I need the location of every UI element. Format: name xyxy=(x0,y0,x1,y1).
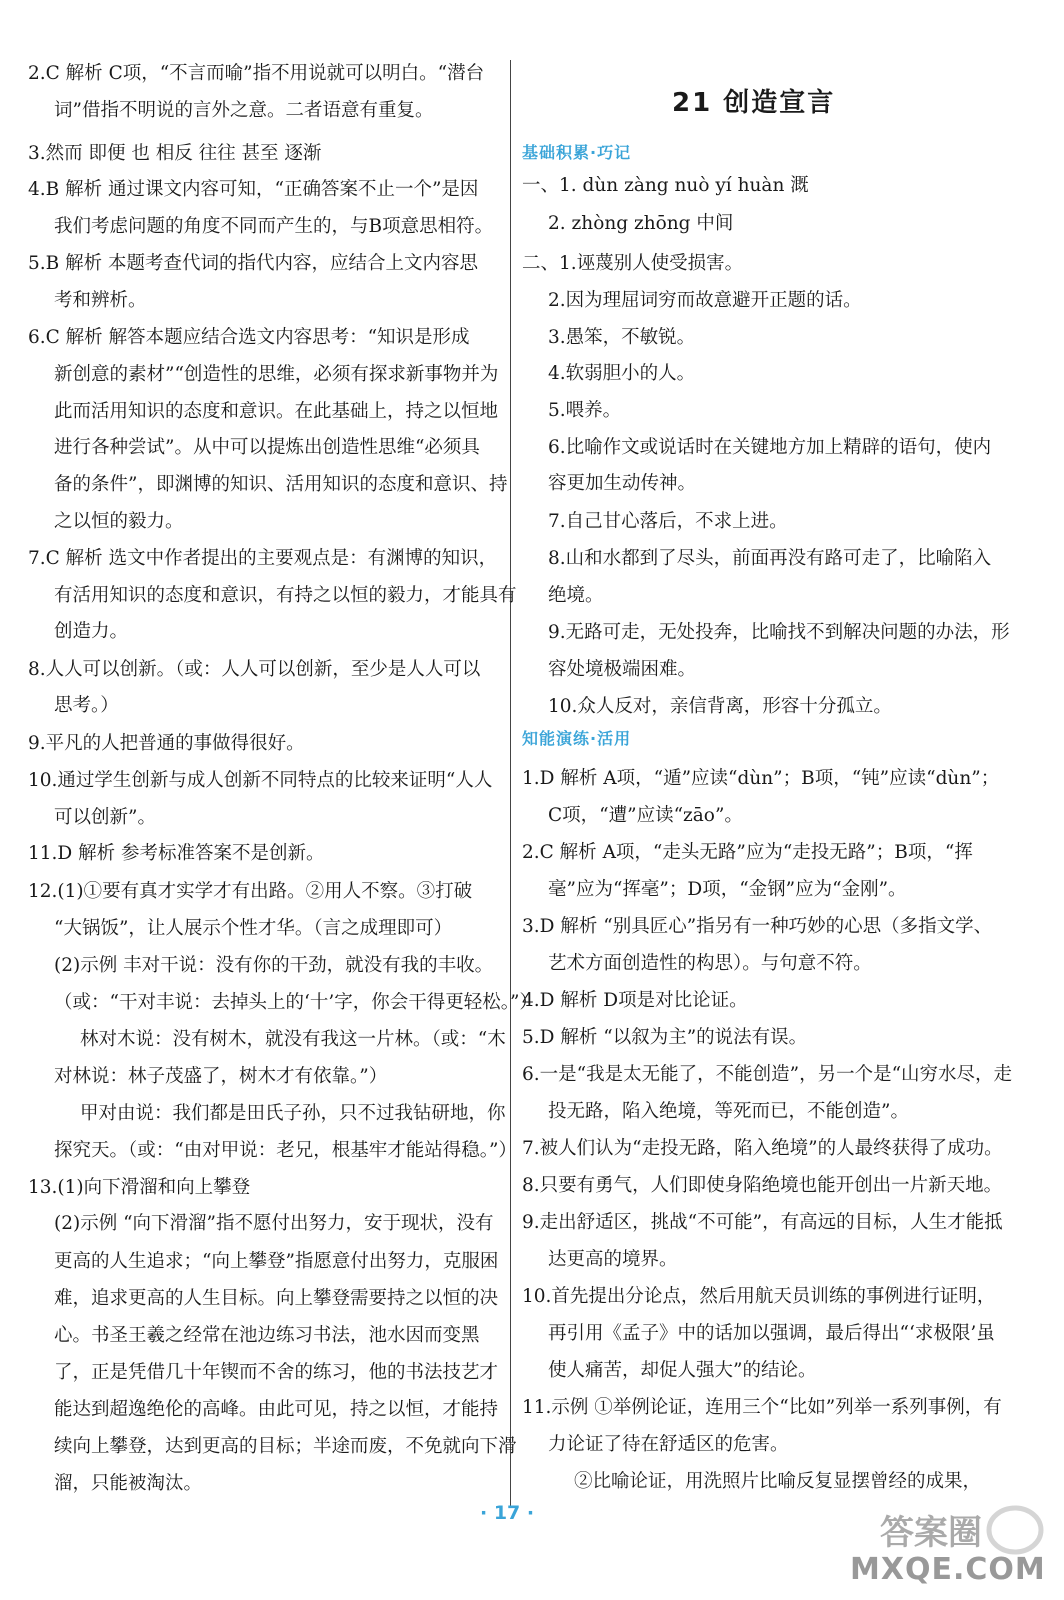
answer-line: 2. zhòng zhōng 中间 xyxy=(548,213,734,234)
answer-line: 4.D 解析 D项是对比论证。 xyxy=(522,990,748,1011)
answer-line: 更高的人生追求；“向上攀登”指愿意付出努力，克服困 xyxy=(54,1251,499,1272)
answer-line: 10.首先提出分论点，然后用航天员训练的事例进行证明， xyxy=(522,1286,996,1307)
answer-line: 6.比喻作文或说话时在关键地方加上精辟的语句，使内 xyxy=(548,437,992,458)
answer-line: 我们考虑问题的角度不同而产生的，与B项意思相符。 xyxy=(54,216,494,237)
answer-line: 有活用知识的态度和意识，有持之以恒的毅力，才能具有 xyxy=(54,585,517,606)
answer-line: (2)示例 丰对干说：没有你的干劲，就没有我的丰收。 xyxy=(54,955,494,976)
answer-line: 考和辨析。 xyxy=(54,290,147,311)
answer-line: 一、1. dùn zàng nuò yí huàn 溉 xyxy=(522,175,809,196)
answer-line: 8.只要有勇气，人们即使身陷绝境也能开创出一片新天地。 xyxy=(522,1175,1003,1196)
answer-line: 续向上攀登，达到更高的目标；半途而废，不免就向下滑 xyxy=(54,1436,517,1457)
answer-line: 2.C 解析 A项，“走头无路”应为“走投无路”；B项，“挥 xyxy=(522,842,973,863)
answer-line: 此而活用知识的态度和意识。在此基础上，持之以恒地 xyxy=(54,401,499,422)
answer-line: 创造力。 xyxy=(54,621,129,642)
watermark-url: MXQE.COM xyxy=(850,1552,1046,1587)
section-heading-practice: 知能演练·活用 xyxy=(522,729,632,748)
answer-line: 1.D 解析 A项，“遁”应读“dùn”；B项，“钝”应读“dùn”； xyxy=(522,768,1000,789)
answer-line: 9.平凡的人把普通的事做得很好。 xyxy=(28,733,305,754)
answer-line: 9.无路可走，无处投奔，比喻找不到解决问题的办法，形 xyxy=(548,622,1010,643)
answer-line: 探究天。（或：“由对甲说：老兄，根基牢才能站得稳。”） xyxy=(54,1140,517,1161)
lesson-title: 21 创造宣言 xyxy=(672,88,836,118)
answer-line: 对林说：林子茂盛了，树木才有依靠。”） xyxy=(54,1066,388,1087)
answer-line: 难，追求更高的人生目标。向上攀登需要持之以恒的决 xyxy=(54,1288,499,1309)
answer-line: 10.通过学生创新与成人创新不同特点的比较来证明“人人 xyxy=(28,770,493,791)
answer-line: 6.C 解析 解答本题应结合选文内容思考：“知识是形成 xyxy=(28,327,470,348)
answer-line: 8.山和水都到了尽头，前面再没有路可走了，比喻陷入 xyxy=(548,548,992,569)
answer-line: 3.然而 即便 也 相反 往往 甚至 逐渐 xyxy=(28,143,322,164)
answer-line: “大锅饭”，让人展示个性才华。（言之成理即可） xyxy=(54,918,453,939)
answer-line: 思考。） xyxy=(54,695,119,716)
answer-line: 5.喂养。 xyxy=(548,400,622,421)
answer-line: 3.D 解析 “别具匠心”指另有一种巧妙的心思（多指文学、 xyxy=(522,916,993,937)
section-heading-basic: 基础积累·巧记 xyxy=(522,143,632,162)
answer-line: 备的条件”，即渊博的知识、活用知识的态度和意识、持 xyxy=(54,474,508,495)
answer-line: 二、1.诬蔑别人使受损害。 xyxy=(522,253,744,274)
answer-line: 13.(1)向下滑溜和向上攀登 xyxy=(28,1177,251,1198)
answer-line: 毫”应为“挥毫”；D项，“金钢”应为“金刚”。 xyxy=(548,879,907,900)
answer-line: 甲对由说：我们都是田氏子孙，只不过我钻研地，你 xyxy=(80,1103,506,1124)
answer-line: 使人痛苦，却促人强大”的结论。 xyxy=(548,1360,817,1381)
answer-line: 4.软弱胆小的人。 xyxy=(548,363,696,384)
answer-line: 达更高的境界。 xyxy=(548,1249,678,1270)
answer-line: (2)示例 “向下滑溜”指不愿付出努力，安于现状，没有 xyxy=(54,1213,494,1234)
answer-line: 7.C 解析 选文中作者提出的主要观点是：有渊博的知识， xyxy=(28,548,498,569)
answer-line: C项，“遭”应读“zāo”。 xyxy=(548,805,743,826)
answer-line: 容处境极端困难。 xyxy=(548,659,697,680)
answer-line: 艺术方面创造性的构思）。与句意不符。 xyxy=(548,953,872,974)
answer-line: 力论证了待在舒适区的危害。 xyxy=(548,1434,789,1455)
answer-line: 3.愚笨，不敏锐。 xyxy=(548,327,696,348)
answer-line: 5.B 解析 本题考查代词的指代内容，应结合上文内容思 xyxy=(28,253,479,274)
answer-line: 10.众人反对，亲信背离，形容十分孤立。 xyxy=(548,696,892,717)
column-divider xyxy=(510,60,511,1508)
answer-line: 容更加生动传神。 xyxy=(548,473,697,494)
answer-line: 之以恒的毅力。 xyxy=(54,511,184,532)
answer-line: 8.人人可以创新。（或：人人可以创新，至少是人人可以 xyxy=(28,659,481,680)
answer-line: 再引用《孟子》中的话加以强调，最后得出“‘求极限’虽 xyxy=(548,1323,995,1344)
answer-line: 溜，只能被淘汰。 xyxy=(54,1473,203,1494)
answer-line: 词”借指不明说的言外之意。二者语意有重复。 xyxy=(54,100,434,121)
answer-line: 绝境。 xyxy=(548,585,604,606)
answer-line: ②比喻论证，用洗照片比喻反复显摆曾经的成果， xyxy=(574,1471,982,1492)
answer-line: 林对木说：没有树木，就没有我这一片林。（或：“木 xyxy=(80,1029,506,1050)
answer-line: 新创意的素材”“创造性的思维，必须有探求新事物并为 xyxy=(54,364,499,385)
page-number: · 17 · xyxy=(480,1502,535,1524)
watermark-logo-text: 答案圈 xyxy=(880,1513,982,1553)
answer-line: 9.走出舒适区，挑战“不可能”，有高远的目标，人生才能抵 xyxy=(522,1212,1003,1233)
answer-line: 7.自己甘心落后，不求上进。 xyxy=(548,511,788,532)
answer-line: 5.D 解析 “以叙为主”的说法有误。 xyxy=(522,1027,808,1048)
answer-line: 12.(1)①要有真才实学才有出路。②用人不察。③打破 xyxy=(28,881,473,902)
answer-line: 进行各种尝试”。从中可以提炼出创造性思维“必须具 xyxy=(54,437,480,458)
answer-line: 2.因为理屈词穷而故意避开正题的话。 xyxy=(548,290,862,311)
answer-line: 11.D 解析 参考标准答案不是创新。 xyxy=(28,843,325,864)
answer-line: 6.一是“我是太无能了，不能创造”，另一个是“山穷水尽，走 xyxy=(522,1064,1013,1085)
answer-line: 2.C 解析 C项，“不言而喻”指不用说就可以明白。“潜台 xyxy=(28,63,485,84)
answer-line: 心。书圣王羲之经常在池边练习书法，池水因而变黑 xyxy=(54,1325,480,1346)
answer-line: 11.示例 ①举例论证，连用三个“比如”列举一系列事例，有 xyxy=(522,1397,1002,1418)
answer-line: 可以创新”。 xyxy=(54,807,156,828)
answer-line: 7.被人们认为“走投无路，陷入绝境”的人最终获得了成功。 xyxy=(522,1138,1003,1159)
answer-line: 4.B 解析 通过课文内容可知，“正确答案不止一个”是因 xyxy=(28,179,479,200)
answer-line: 投无路，陷入绝境，等死而已，不能创造”。 xyxy=(548,1101,909,1122)
answer-line: 能达到超逸绝伦的高峰。由此可见，持之以恒，才能持 xyxy=(54,1399,499,1420)
answer-line: （或：“干对丰说：去掉头上的‘十’字，你会干得更轻松。”） xyxy=(54,992,538,1013)
answer-line: 了，正是凭借几十年锲而不舍的练习，他的书法技艺才 xyxy=(54,1362,499,1383)
